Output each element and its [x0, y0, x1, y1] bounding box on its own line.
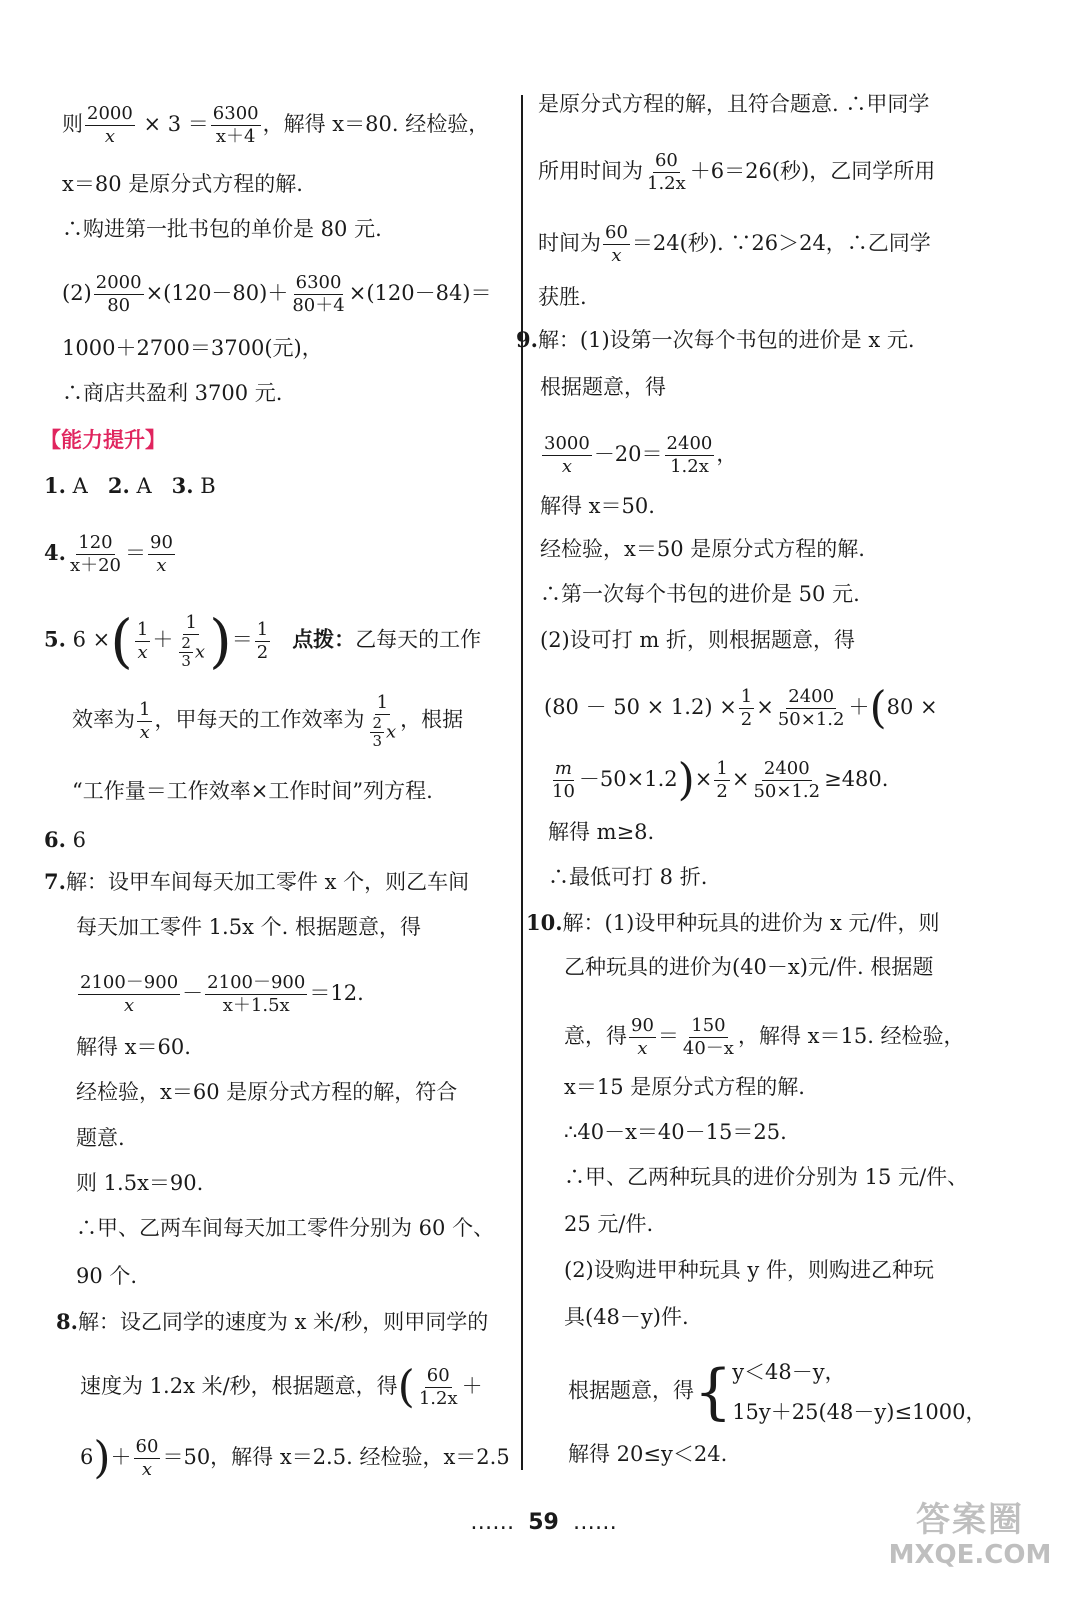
denominator: 3 — [372, 732, 382, 750]
answer-10-line-1 — [526, 911, 940, 935]
text: 6 × — [72, 627, 111, 652]
footer-dots: …… — [572, 1510, 617, 1535]
answer-7-line-3 — [76, 972, 364, 1017]
answer-9-line-8 — [544, 682, 938, 734]
fraction — [137, 699, 152, 744]
question-number: 8. — [56, 1309, 78, 1334]
fraction — [68, 532, 123, 577]
numerator: 1 — [376, 692, 389, 713]
text: 效率为 — [72, 707, 135, 732]
nested-fraction — [370, 715, 384, 750]
numerator: 60 — [654, 150, 678, 171]
fraction — [629, 1015, 656, 1060]
text: × — [756, 695, 774, 719]
answer-9-line-3 — [540, 433, 737, 478]
answer-10-line-2: 乙种玩具的进价为(40－x)元/件. 根据题 — [564, 955, 934, 979]
fraction — [211, 103, 261, 148]
numerator: 60 — [605, 222, 628, 243]
numerator: 2000 — [95, 272, 142, 293]
text: ＋6＝26(秒)，乙同学所用 — [689, 159, 936, 183]
denominator: 40－x — [682, 1038, 734, 1059]
denominator: 2 — [740, 709, 753, 730]
answer-7-line-4: 解得 x＝60. — [76, 1035, 191, 1059]
denominator: x＋20 — [69, 555, 121, 576]
fraction — [78, 972, 180, 1017]
text: 80 × — [886, 695, 938, 719]
tip-label: 点拨： — [292, 626, 356, 652]
denominator: 80 — [107, 295, 131, 316]
denominator: 80＋4 — [292, 295, 345, 316]
question-number: 1. — [44, 473, 66, 498]
answer: 6 — [72, 828, 86, 852]
text: ，甲每天的工作效率为 — [154, 707, 365, 732]
answer-5-line-2 — [72, 692, 463, 750]
answer-10-line-4: x＝15 是原分式方程的解. — [564, 1075, 805, 1099]
answer-7-line-6: 题意. — [76, 1126, 125, 1150]
answer-7-line-2: 每天加工零件 1.5x 个. 根据题意，得 — [76, 915, 421, 939]
numerator: m — [554, 758, 572, 779]
answer-9-line-1 — [516, 328, 915, 352]
inequality-system — [732, 1352, 986, 1432]
text: ×(120－84)＝ — [348, 281, 492, 305]
answer-5-line-3: “工作量＝工作效率×工作时间”列方程. — [72, 779, 433, 803]
answer: A — [72, 474, 88, 498]
answer-8-line-2: 速度为 1.2x 米/秒，根据题意，得( $\frac{60}{1.2x}$ ＋ — [80, 1361, 483, 1413]
numerator: 2400 — [763, 758, 810, 779]
answer-10-line-11: 解得 20≤y＜24. — [568, 1442, 728, 1466]
answers-1-3 — [44, 474, 216, 498]
numerator: 2000 — [87, 103, 133, 124]
text: (2) — [62, 281, 92, 305]
left-paren: ( — [110, 607, 133, 675]
left-paren: ( — [869, 682, 887, 734]
fraction — [175, 612, 207, 670]
watermark-bottom: MXQE.COM — [888, 1540, 1052, 1570]
text: ＋ — [848, 695, 870, 719]
answer-9-line-5: 经检验，x＝50 是原分式方程的解. — [540, 537, 865, 561]
answer-9-line-9 — [548, 754, 889, 806]
text: ≥480. — [824, 767, 889, 791]
numerator: 3000 — [544, 433, 590, 454]
fraction — [645, 150, 688, 195]
numerator: 120 — [78, 532, 113, 553]
denominator: x — [611, 245, 622, 266]
question-number: 6. — [44, 827, 66, 852]
answer-6 — [44, 828, 86, 852]
line-left-6: ∴商店共盈利 3700 元. — [62, 381, 283, 405]
text: －20＝ — [593, 442, 663, 466]
fraction — [94, 272, 144, 317]
text: 乙每天的工作 — [355, 627, 482, 652]
question-number: 9. — [516, 327, 538, 352]
answer: B — [200, 474, 216, 498]
fraction — [290, 272, 346, 317]
fraction — [776, 686, 847, 731]
fraction — [714, 758, 729, 803]
text: × — [731, 767, 750, 791]
question-number: 4. — [44, 540, 66, 565]
fraction — [255, 619, 270, 664]
numerator: 2100－900 — [80, 972, 179, 993]
text: ， — [716, 442, 738, 466]
fraction — [148, 532, 175, 577]
denominator: x — [156, 555, 167, 576]
brace: { — [694, 1357, 733, 1427]
line-right-3 — [538, 222, 931, 267]
denominator: 50×1.2 — [777, 709, 845, 730]
numerator: 1 — [185, 612, 197, 633]
numerator: 90 — [150, 532, 173, 553]
denominator: x＋1.5x — [222, 995, 290, 1016]
denominator: x — [137, 641, 148, 663]
fraction — [751, 758, 822, 803]
answer-10-line-5: ∴40－x＝40－15＝25. — [564, 1120, 787, 1144]
page-number: 59 — [528, 1510, 559, 1535]
text: 解：(1)设甲种玩具的进价为 x 元/件，则 — [562, 911, 940, 935]
numerator: 1 — [136, 618, 149, 640]
answer-7-line-8: ∴甲、乙两车间每天加工零件分别为 60 个、 — [76, 1216, 495, 1240]
right-paren: ) — [93, 1432, 111, 1484]
fraction — [135, 619, 150, 664]
answer-8-line-3: 6)＋ $\frac{60}{x}$ ＝50，解得 x＝2.5. 经检验，x＝2.5 — [80, 1432, 510, 1484]
footer-dots: …… — [470, 1510, 515, 1535]
text: ，解得 x＝80. 经检验， — [262, 112, 490, 136]
numerator: 2100－900 — [207, 972, 306, 993]
answer-9-line-7: (2)设可打 m 折，则根据题意，得 — [540, 628, 856, 652]
text: 解：设乙同学的速度为 x 米/秒，则甲同学的 — [77, 1310, 489, 1334]
answer-10-line-3 — [564, 1015, 965, 1060]
line-left-2: x＝80 是原分式方程的解. — [62, 172, 303, 196]
line-right-1: 是原分式方程的解，且符合题意. ∴甲同学 — [538, 92, 930, 116]
answer-9-line-6: ∴第一次每个书包的进价是 50 元. — [540, 582, 860, 606]
numerator: 150 — [691, 1015, 726, 1036]
left-paren: ( — [397, 1361, 415, 1413]
question-number: 10. — [526, 910, 563, 935]
numerator: 1 — [139, 698, 151, 720]
denominator: 2 — [716, 781, 728, 802]
numerator: 6300 — [295, 272, 342, 293]
numerator: 1 — [256, 618, 269, 640]
text: 时间为 — [538, 231, 601, 255]
answer-9-line-2: 根据题意，得 — [540, 375, 666, 399]
question-number: 5. — [44, 626, 66, 652]
denominator: x — [139, 721, 150, 743]
watermark-logo — [870, 1500, 1070, 1570]
answer-7-line-7: 则 1.5x＝90. — [76, 1171, 204, 1195]
denominator: 1.2x — [418, 1388, 458, 1409]
denominator: x — [561, 456, 572, 477]
section-heading: 【能力提升】 — [40, 428, 166, 452]
right-paren: ) — [209, 607, 232, 675]
text: ＝24(秒). ∵26＞24，∴乙同学 — [631, 231, 931, 255]
text: －50×1.2 — [578, 767, 678, 791]
numerator: 60 — [135, 1436, 159, 1457]
text: ×(120－80)＋ — [145, 281, 289, 305]
answer-9-line-4: 解得 x＝50. — [540, 494, 655, 518]
question-number: 2. — [107, 473, 130, 498]
denominator: 2 — [256, 641, 269, 663]
question-number: 7. — [44, 869, 66, 894]
denominator: x — [104, 126, 115, 147]
line-left-3: ∴购进第一批书包的单价是 80 元. — [62, 217, 382, 241]
line-left-1: 则 $\frac{2000}{x}$ × 3 ＝ $\frac{6300}{x+4}$ ，解得 x＝80. 经检验， — [62, 103, 490, 147]
fraction — [603, 222, 630, 267]
answer-10-line-8: (2)设购进甲种玩具 y 件，则购进乙种玩 — [564, 1258, 934, 1282]
answer: A — [136, 474, 152, 498]
text: ＝50，解得 x＝2.5. 经检验，x＝2.5 — [162, 1445, 510, 1469]
answer-5: 5. 6 ×( $\frac{1}{x}$ ＋ 1 $\frac{2}{3}$ x )＝ $\frac{1}{2}$ 点拨：乙每天的工作 — [44, 607, 482, 675]
denominator: 1.2x — [647, 173, 686, 194]
answer-10-line-7: 25 元/件. — [564, 1212, 654, 1236]
text: (80 － 50 × 1.2) × — [544, 695, 737, 719]
answer-10-line-6: ∴甲、乙两种玩具的进价分别为 15 元/件、 — [564, 1165, 969, 1189]
watermark-top: 答案圈 — [916, 1500, 1024, 1540]
denominator: x＋4 — [215, 126, 256, 147]
inequality: 15y＋25(48－y)≤1000， — [732, 1400, 987, 1424]
fraction — [85, 103, 135, 148]
denominator: $\frac{2}{3}$ x — [181, 634, 206, 670]
line-right-4: 获胜. — [538, 285, 587, 309]
fraction — [665, 433, 715, 478]
answer-9-line-10: 解得 m≥8. — [548, 820, 655, 844]
text: ，解得 x＝15. 经检验， — [737, 1024, 965, 1048]
numerator: 2400 — [666, 433, 713, 454]
text: － — [182, 981, 204, 1005]
numerator: 6300 — [212, 103, 259, 124]
fraction — [134, 1436, 161, 1481]
text: 意，得 — [564, 1024, 627, 1048]
numerator: 90 — [631, 1015, 654, 1036]
fraction — [550, 758, 577, 803]
answer-8-line-1 — [56, 1310, 488, 1334]
answer-10-line-9: 具(48－y)件. — [564, 1305, 689, 1329]
numerator: 2 — [372, 714, 382, 732]
fraction — [417, 1365, 460, 1410]
fraction — [542, 433, 592, 478]
text: ＝12. — [309, 981, 364, 1005]
answer-9-line-11: ∴最低可打 8 折. — [548, 865, 708, 889]
numerator: 1 — [716, 758, 728, 779]
fraction — [681, 1015, 736, 1060]
line-left-5: 1000＋2700＝3700(元)， — [62, 336, 323, 360]
column-divider — [521, 95, 523, 1470]
nested-fraction — [179, 635, 193, 670]
text: 则 — [62, 112, 83, 136]
fraction — [205, 972, 307, 1017]
text: × — [694, 767, 713, 791]
numerator: 1 — [740, 686, 753, 707]
denominator: 50×1.2 — [753, 781, 821, 802]
answer-4: 4. $\frac{120}{x+20}$ ＝ $\frac{90}{x}$ — [44, 532, 173, 576]
right-paren: ) — [677, 754, 695, 806]
numerator: 2 — [181, 634, 191, 652]
denominator: $\frac{2}{3}$ x — [372, 714, 397, 750]
fraction — [739, 686, 754, 731]
text: 解：(1)设第一次每个书包的进价是 x 元. — [537, 328, 915, 352]
answer-7-line-1 — [44, 870, 469, 894]
text: 速度为 1.2x 米/秒，根据题意，得 — [80, 1374, 398, 1398]
text: 所用时间为 — [538, 159, 643, 183]
text: ，根据 — [400, 707, 464, 732]
line-left-4 — [62, 272, 492, 317]
denominator: 10 — [552, 781, 575, 802]
answer-7-line-9: 90 个. — [76, 1264, 138, 1288]
denominator: x — [124, 995, 135, 1016]
text: ＝ — [657, 1024, 679, 1048]
answer-7-line-5: 经检验，x＝60 是原分式方程的解，符合 — [76, 1080, 458, 1104]
denominator: x — [637, 1038, 648, 1059]
answer-10-line-10 — [568, 1352, 987, 1432]
denominator: 1.2x — [670, 456, 709, 477]
numerator: 2400 — [788, 686, 835, 707]
line-right-2 — [538, 150, 935, 195]
fraction — [366, 692, 398, 750]
denominator: x — [141, 1459, 153, 1480]
numerator: 60 — [426, 1365, 450, 1386]
inequality: y＜48－y， — [732, 1360, 846, 1384]
denominator: 3 — [181, 652, 191, 670]
text: 根据题意，得 — [568, 1378, 694, 1403]
question-number: 3. — [171, 473, 194, 498]
text: 解：设甲车间每天加工零件 x 个，则乙车间 — [65, 870, 470, 894]
